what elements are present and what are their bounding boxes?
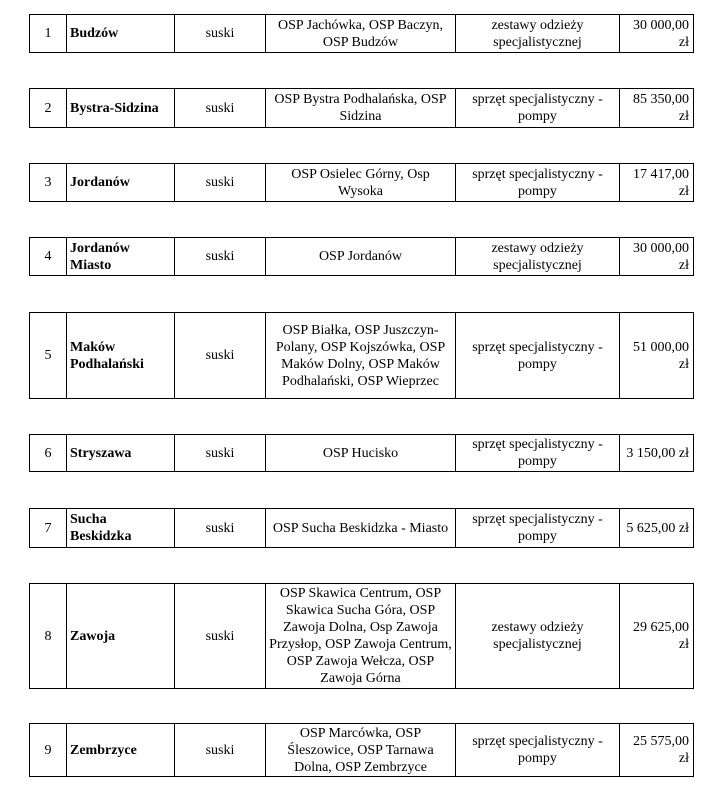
row-number: 2 (30, 89, 67, 128)
county: suski (175, 15, 266, 53)
municipality-name: Zawoja (67, 584, 175, 689)
equipment-type: zestawy odzieży specjalistycznej (456, 238, 620, 276)
table-row (29, 237, 694, 276)
table-row (29, 723, 694, 777)
municipality-name: Sucha Beskidzka (67, 509, 175, 548)
municipality-name: Stryszawa (67, 435, 175, 472)
municipality-name: Maków Podhalański (67, 313, 175, 399)
row-number: 1 (30, 15, 67, 53)
table-row (29, 583, 694, 689)
row-number: 9 (30, 724, 67, 777)
municipality-name: Zembrzyce (67, 724, 175, 777)
amount: 3 150,00 zł (620, 435, 694, 472)
fire-units: OSP Bystra Podhalańska, OSP Sidzina (266, 89, 456, 128)
amount: 51 000,00 zł (620, 313, 694, 399)
table-row (29, 312, 694, 399)
amount: 30 000,00 zł (620, 238, 694, 276)
county: suski (175, 584, 266, 689)
table-row (29, 163, 694, 202)
county: suski (175, 509, 266, 548)
equipment-type: sprzęt specjalistyczny - pompy (456, 313, 620, 399)
county: suski (175, 313, 266, 399)
fire-units: OSP Hucisko (266, 435, 456, 472)
amount: 17 417,00 zł (620, 164, 694, 202)
equipment-type: sprzęt specjalistyczny - pompy (456, 724, 620, 777)
row-number: 6 (30, 435, 67, 472)
equipment-type: sprzęt specjalistyczny - pompy (456, 164, 620, 202)
county: suski (175, 164, 266, 202)
county: suski (175, 89, 266, 128)
amount: 25 575,00 zł (620, 724, 694, 777)
amount: 30 000,00 zł (620, 15, 694, 53)
fire-units: OSP Jordanów (266, 238, 456, 276)
amount: 85 350,00 zł (620, 89, 694, 128)
fire-units: OSP Skawica Centrum, OSP Skawica Sucha Góra, OSP Zawoja Dolna, Osp Zawoja Przysłop, OSP Zawoja Centrum, OSP Zawoja Wełcza, OSP Zawoja Górna (266, 584, 456, 689)
equipment-type: sprzęt specjalistyczny - pompy (456, 435, 620, 472)
equipment-type: sprzęt specjalistyczny - pompy (456, 509, 620, 548)
county: suski (175, 238, 266, 276)
municipality-name: Budzów (67, 15, 175, 53)
municipality-name: Bystra-Sidzina (67, 89, 175, 128)
fire-units: OSP Osielec Górny, Osp Wysoka (266, 164, 456, 202)
table-row (29, 434, 694, 472)
fire-units: OSP Jachówka, OSP Baczyn, OSP Budzów (266, 15, 456, 53)
fire-units: OSP Marcówka, OSP Śleszowice, OSP Tarnawa Dolna, OSP Zembrzyce (266, 724, 456, 777)
equipment-type: zestawy odzieży specjalistycznej (456, 15, 620, 53)
municipality-name: Jordanów (67, 164, 175, 202)
row-number: 5 (30, 313, 67, 399)
row-number: 7 (30, 509, 67, 548)
table-row (29, 508, 694, 548)
table-row (29, 88, 694, 128)
amount: 29 625,00 zł (620, 584, 694, 689)
row-number: 8 (30, 584, 67, 689)
fire-units: OSP Sucha Beskidzka - Miasto (266, 509, 456, 548)
row-number: 4 (30, 238, 67, 276)
county: suski (175, 435, 266, 472)
equipment-type: zestawy odzieży specjalistycznej (456, 584, 620, 689)
equipment-type: sprzęt specjalistyczny - pompy (456, 89, 620, 128)
county: suski (175, 724, 266, 777)
table-row (29, 14, 694, 53)
municipality-name: Jordanów Miasto (67, 238, 175, 276)
row-number: 3 (30, 164, 67, 202)
fire-units: OSP Białka, OSP Juszczyn-Polany, OSP Kojszówka, OSP Maków Dolny, OSP Maków Podhalański, OSP Wieprzec (266, 313, 456, 399)
amount: 5 625,00 zł (620, 509, 694, 548)
